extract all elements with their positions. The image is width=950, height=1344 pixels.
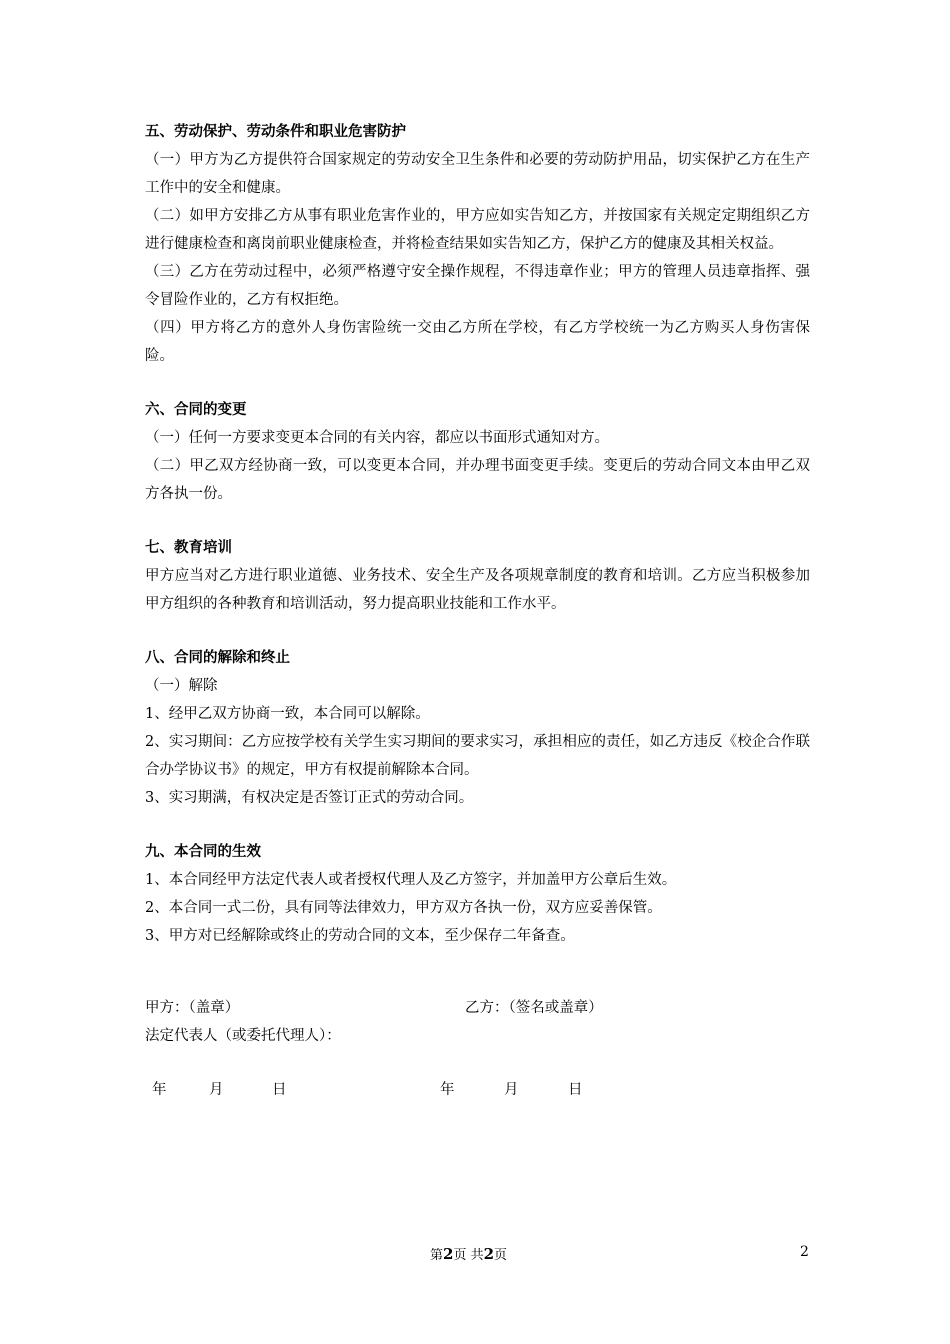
section-labor-protection bbox=[145, 118, 810, 370]
party-b-month-label: 月 bbox=[504, 1082, 519, 1098]
paragraph: 甲方应当对乙方进行职业道德、业务技术、安全生产及各项规章制度的教育和培训。乙方应当积极参加甲方组织的各种教育和培训活动，努力提高职业技能和工作水平。 bbox=[145, 568, 810, 612]
section-heading: 九、本合同的生效 bbox=[145, 844, 261, 860]
paragraph: 1、本合同经甲方法定代表人或者授权代理人及乙方签字，并加盖甲方公章后生效。 bbox=[145, 872, 677, 888]
party-a-day-label: 日 bbox=[272, 1082, 287, 1098]
paragraph: 3、甲方对已经解除或终止的劳动合同的文本，至少保存二年备查。 bbox=[145, 928, 575, 944]
section-termination bbox=[145, 644, 810, 812]
legal-representative-label: 法定代表人（或委托代理人）： bbox=[145, 1028, 341, 1044]
section-heading: 六、合同的变更 bbox=[145, 402, 247, 418]
paragraph: 2、实习期间：乙方应按学校有关学生实习期间的要求实习，承担相应的责任，如乙方违反《校企合作联合办学协议书》的规定，甲方有权提前解除本合同。 bbox=[145, 734, 810, 778]
party-b-day-label: 日 bbox=[568, 1082, 583, 1098]
party-b-sign-label: 乙方：（签名或盖章） bbox=[465, 1000, 603, 1016]
page-number: 2 bbox=[800, 1244, 809, 1260]
legal-representative-row bbox=[145, 1022, 810, 1050]
paragraph: 3、实习期满，有权决定是否签订正式的劳动合同。 bbox=[145, 790, 474, 806]
current-page-number: 2 bbox=[443, 1245, 454, 1263]
paragraph: （一）甲方为乙方提供符合国家规定的劳动安全卫生条件和必要的劳动防护用品，切实保护乙方在生产工作中的安全和健康。 bbox=[145, 152, 810, 196]
page-footer bbox=[0, 1244, 950, 1266]
paragraph: （四）甲方将乙方的意外人身伤害险统一交由乙方所在学校，有乙方学校统一为乙方购买人身伤害保险。 bbox=[145, 320, 810, 364]
signature-parties-row bbox=[145, 994, 810, 1022]
paragraph: （三）乙方在劳动过程中，必须严格遵守安全操作规程，不得违章作业；甲方的管理人员违章指挥、强令冒险作业的，乙方有权拒绝。 bbox=[145, 264, 810, 308]
section-heading: 七、教育培训 bbox=[145, 540, 232, 556]
paragraph: （一）解除 bbox=[145, 678, 218, 694]
page-count-text: 第2页 共2页 bbox=[430, 1245, 508, 1263]
paragraph: （二）甲乙双方经协商一致，可以变更本合同，并办理书面变更手续。变更后的劳动合同文本由甲乙双方各执一份。 bbox=[145, 458, 810, 502]
total-page-number: 2 bbox=[483, 1245, 495, 1263]
paragraph: （二）如甲方安排乙方从事有职业危害作业的，甲方应如实告知乙方，并按国家有关规定定期组织乙方进行健康检查和离岗前职业健康检查，并将检查结果如实告知乙方，保护乙方的健康及其相关权益。 bbox=[145, 208, 810, 252]
paragraph: 2、本合同一式二份，具有同等法律效力，甲方双方各执一份，双方应妥善保管。 bbox=[145, 900, 662, 916]
party-a-month-label: 月 bbox=[209, 1082, 224, 1098]
section-effectiveness bbox=[145, 838, 810, 950]
section-heading: 五、劳动保护、劳动条件和职业危害防护 bbox=[145, 124, 406, 140]
section-contract-change bbox=[145, 396, 810, 508]
party-a-year-label: 年 bbox=[152, 1082, 167, 1098]
paragraph: 1、经甲乙双方协商一致，本合同可以解除。 bbox=[145, 706, 430, 722]
contract-body bbox=[145, 118, 810, 976]
party-a-seal-label: 甲方：（盖章） bbox=[145, 1000, 240, 1016]
signature-block bbox=[145, 994, 810, 1050]
section-heading: 八、合同的解除和终止 bbox=[145, 650, 290, 666]
party-b-year-label: 年 bbox=[440, 1082, 455, 1098]
paragraph: （一）任何一方要求变更本合同的有关内容，都应以书面形式通知对方。 bbox=[145, 430, 609, 446]
section-training bbox=[145, 534, 810, 618]
date-line bbox=[152, 1076, 652, 1104]
